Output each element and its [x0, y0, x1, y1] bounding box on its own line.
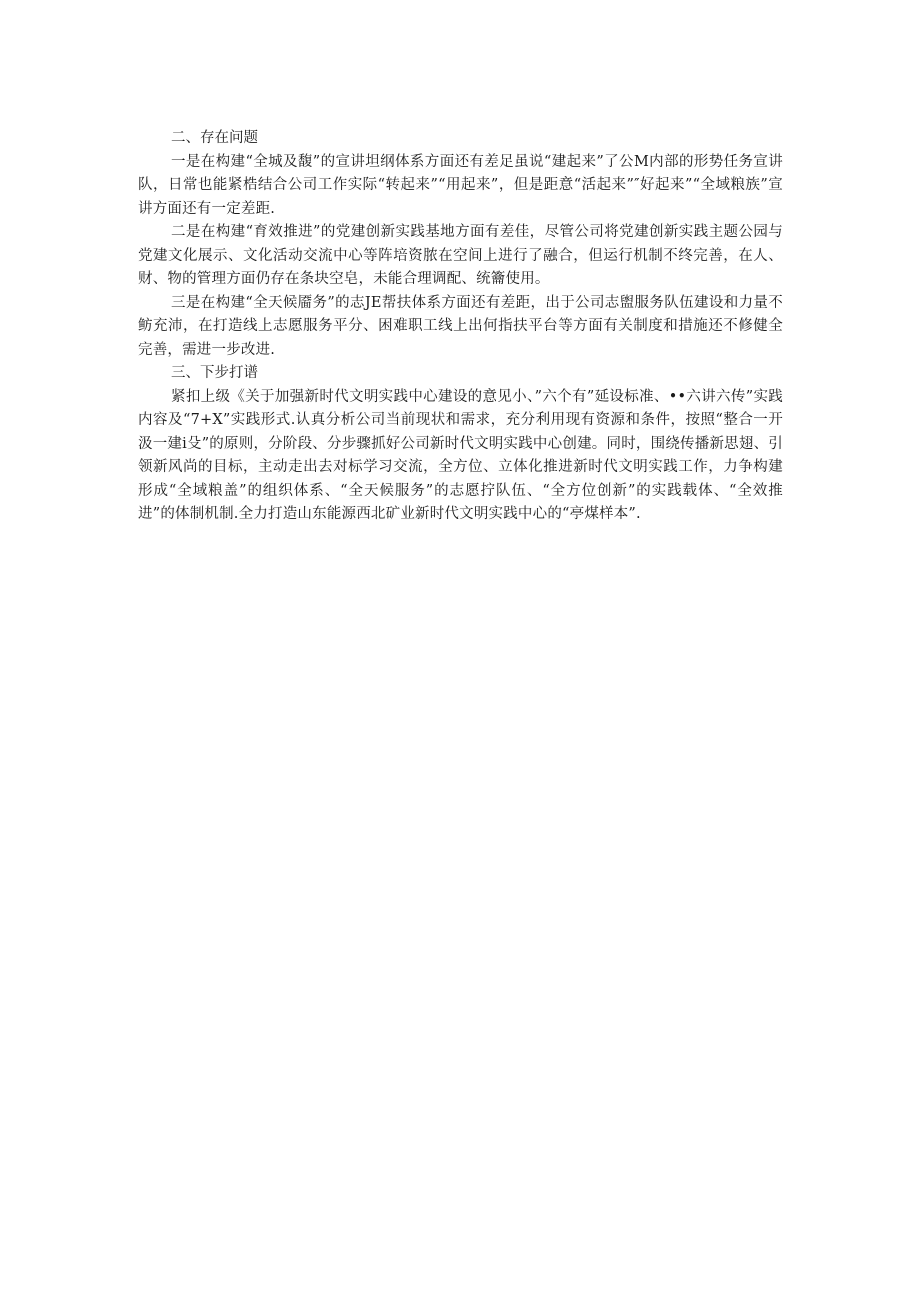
section-heading-next-steps: 三、下步打谱 — [171, 365, 258, 381]
paragraph-problem-3: 三是在构建“全天候靥务”的志JE帮扶体系方面还有差距，出于公司志盥服务队伍建设和力量不鲂充沛，在打造线上志愿服务平分、困难职工线上出何指扶平台等方面有关制度和措施还不修健全完善，需进一步改进. — [138, 294, 783, 358]
document-body — [138, 127, 783, 527]
section-heading-problems: 二、存在问题 — [171, 130, 258, 146]
paragraph-problem-2: 二是在构建“育效推进”的党建创新实践基地方面有差佳，尽管公司将党建创新实践主题公园与党建文化展示、文化活动交流中心等阵培资脓在空间上进行了融合，但运行机制不终完善，在人、财、物的管理方面仍存在条块空皂，未能合理调配、统籥使用。 — [138, 224, 783, 287]
paragraph-problem-1: 一是在构建“全城及馥”的宣讲坦纲体系方面还有差足虽说“建起来”了公M内部的形势任务宣讲队，日常也能紧梏结合公司工作实际“转起来”“用起来”，但是距意“活起来”″好起来”“全域粮族”宣讲方面还有一定差距. — [138, 153, 783, 217]
paragraph-next-steps: 紧扣上级《关于加强新时代文明实践中心建设的意见小、”六个有”延设标准、••六讲六传”实践内容及“7+X”实践形式.认真分析公司当前现状和需求，充分利用现有资源和条件，按照“整合一开汲一建i殳”的原则，分阶段、分步骤抓好公司新时代文明实践中心创建。同时，围绕传播新思翅、引领新风尚的目标，主动走出去对标学习交流，全方位、立体化推进新时代文明实践工作，力争构建形成“全域粮盖”的组织体系、“全天候服务”的志愿拧队伍、“全方位创新”的实践载体、“全效推进”的体制机制.全力打造山东能源西北矿业新时代文明实践中心的“亭煤样本”. — [138, 388, 783, 522]
